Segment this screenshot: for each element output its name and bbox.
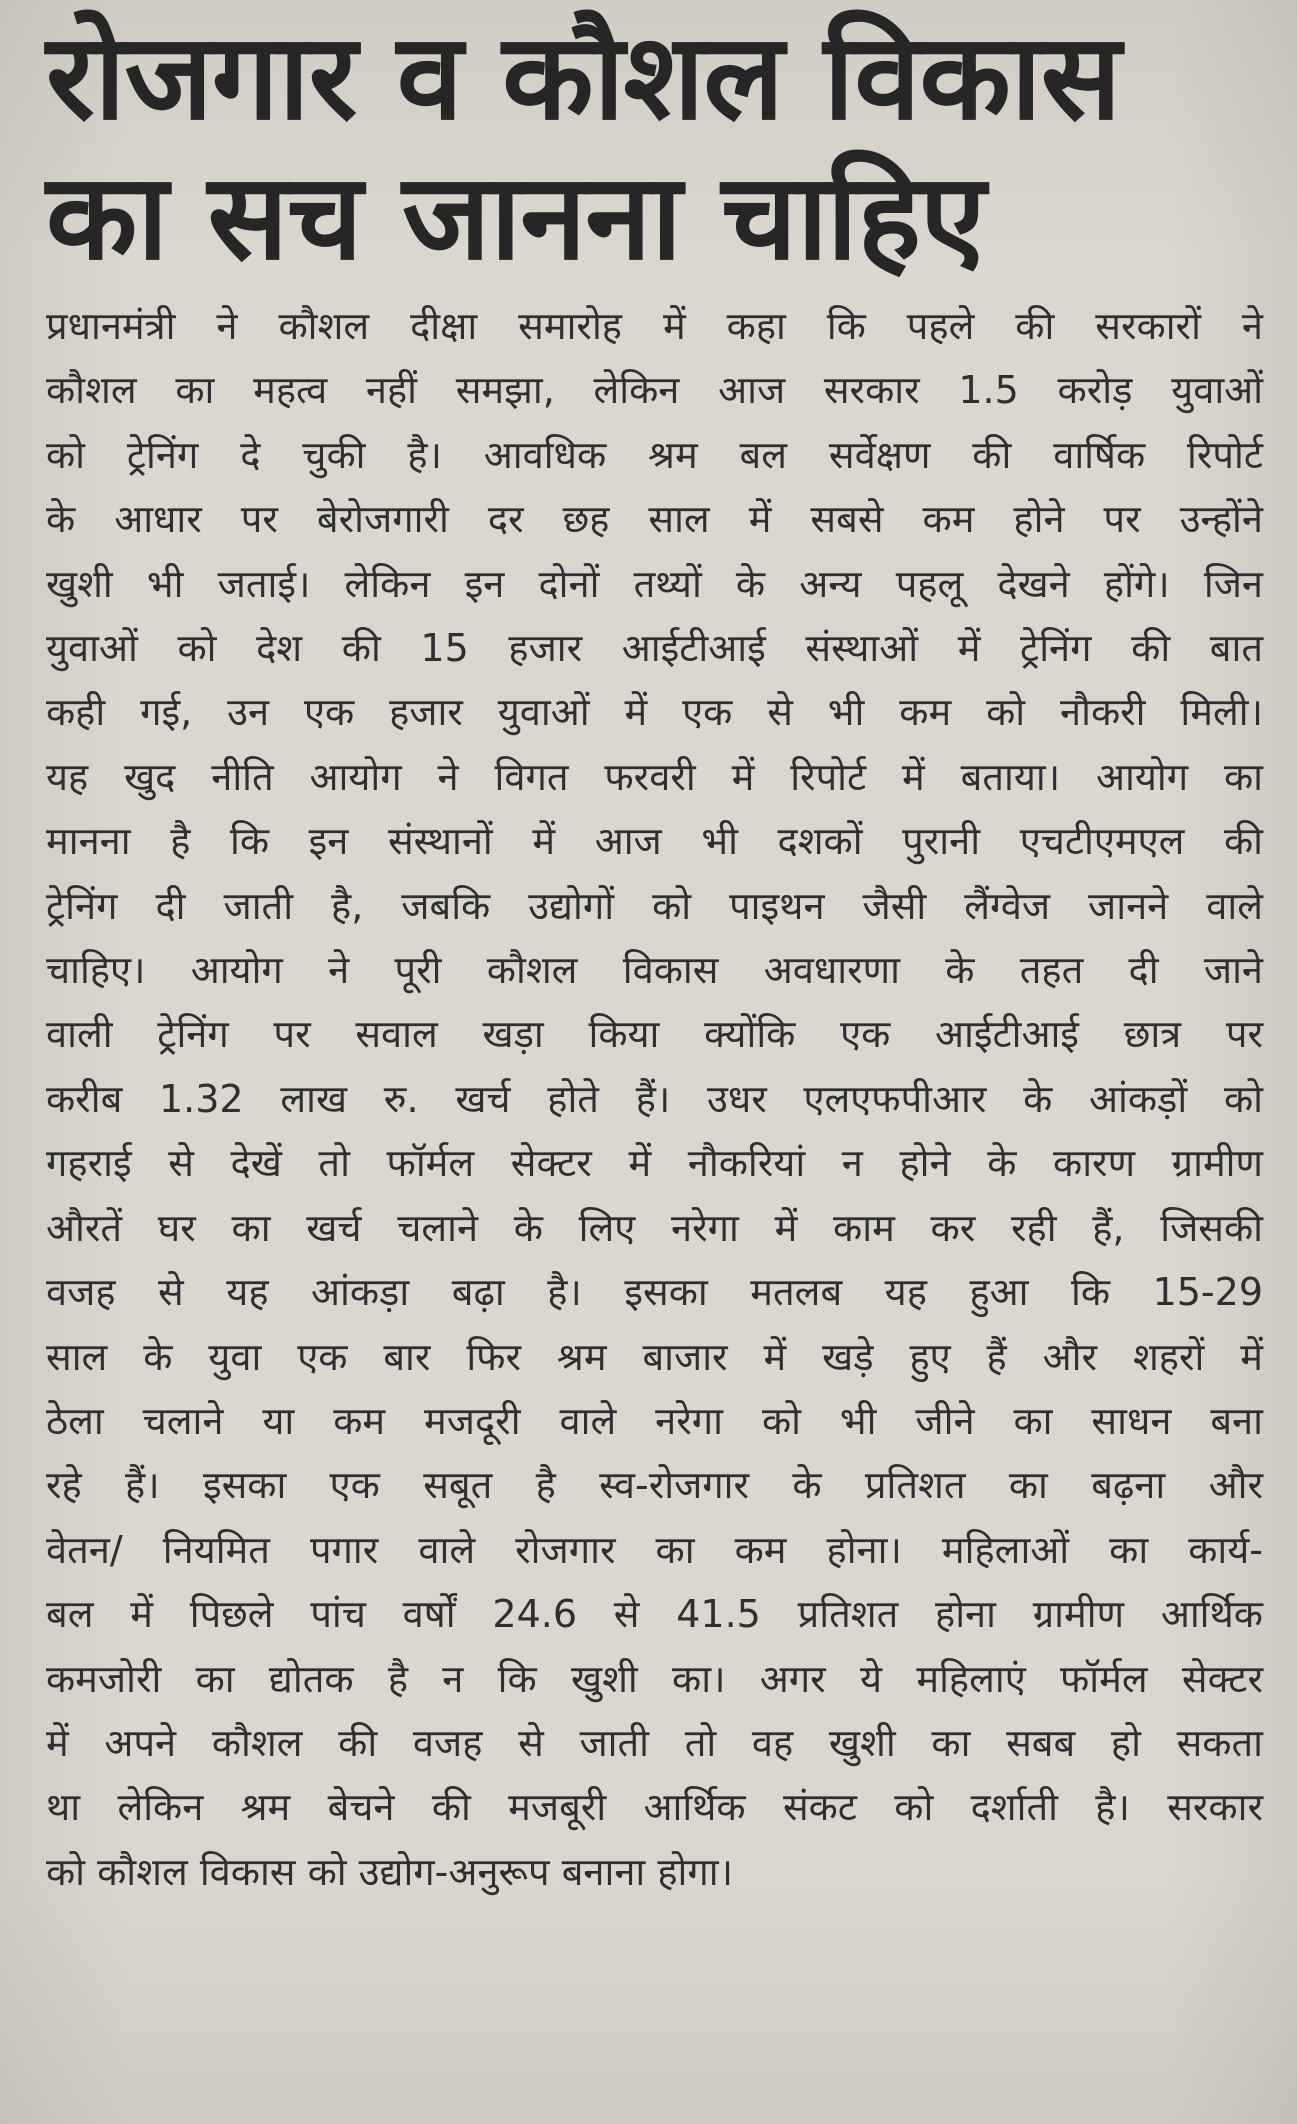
- body-line-3: को ट्रेनिंग दे चुकी है। आवधिक श्रम बल सर्वेक्षण की वार्षिक रिपोर्ट: [46, 432, 1263, 477]
- body-line-12: वाली ट्रेनिंग पर सवाल खड़ा किया क्योंकि एक आईटीआई छात्र पर: [46, 1012, 1263, 1057]
- body-line-20: वेतन/ नियमित पगार वाले रोजगार का कम होना। महिलाओं का कार्य-: [46, 1527, 1263, 1572]
- body-line-16: वजह से यह आंकड़ा बढ़ा है। इसका मतलब यह हुआ कि 15-29: [46, 1270, 1263, 1315]
- body-line-13: करीब 1.32 लाख रु. खर्च होते हैं। उधर एलएफपीआर के आंकड़ों को: [46, 1076, 1263, 1121]
- body-line-21: बल में पिछले पांच वर्षों 24.6 से 41.5 प्रतिशत होना ग्रामीण आर्थिक: [46, 1592, 1263, 1637]
- body-line-4: के आधार पर बेरोजगारी दर छह साल में सबसे कम होने पर उन्होंने: [46, 497, 1263, 542]
- body-line-15: औरतें घर का खर्च चलाने के लिए नरेगा में काम कर रही हैं, जिसकी: [46, 1205, 1263, 1250]
- article-body: [46, 294, 1263, 1904]
- body-line-24: था लेकिन श्रम बेचने की मजबूरी आर्थिक संकट को दर्शाती है। सरकार: [46, 1785, 1263, 1830]
- body-line-8: यह खुद नीति आयोग ने विगत फरवरी में रिपोर्ट में बताया। आयोग का: [46, 754, 1263, 799]
- body-line-5: खुशी भी जताई। लेकिन इन दोनों तथ्यों के अन्य पहलू देखने होंगे। जिन: [46, 561, 1263, 606]
- article-headline: [46, 8, 1263, 288]
- body-line-1: प्रधानमंत्री ने कौशल दीक्षा समारोह में कहा कि पहले की सरकारों ने: [46, 304, 1263, 348]
- body-line-23: में अपने कौशल की वजह से जाती तो वह खुशी का सबब हो सकता: [46, 1720, 1263, 1765]
- body-line-9: मानना है कि इन संस्थानों में आज भी दशकों पुरानी एचटीएमएल की: [46, 819, 1263, 864]
- body-line-22: कमजोरी का द्योतक है न कि खुशी का। अगर ये महिलाएं फॉर्मल सेक्टर: [46, 1656, 1263, 1701]
- body-line-18: ठेला चलाने या कम मजदूरी वाले नरेगा को भी जीने का साधन बना: [46, 1398, 1263, 1443]
- headline-line-2: का सच जानना चाहिए: [46, 149, 985, 287]
- body-line-2: कौशल का महत्व नहीं समझा, लेकिन आज सरकार 1.5 करोड़ युवाओं: [46, 368, 1263, 413]
- body-line-25: को कौशल विकास को उद्योग-अनुरूप बनाना होगा।: [46, 1849, 734, 1894]
- body-line-11: चाहिए। आयोग ने पूरी कौशल विकास अवधारणा के तहत दी जाने: [46, 948, 1263, 993]
- body-line-14: गहराई से देखें तो फॉर्मल सेक्टर में नौकरियां न होने के कारण ग्रामीण: [46, 1141, 1263, 1186]
- headline-line-1: रोजगार व कौशल विकास: [46, 9, 1121, 147]
- body-line-7: कही गई, उन एक हजार युवाओं में एक से भी कम को नौकरी मिली।: [46, 690, 1263, 735]
- body-line-6: युवाओं को देश की 15 हजार आईटीआई संस्थाओं में ट्रेनिंग की बात: [46, 626, 1263, 671]
- body-line-10: ट्रेनिंग दी जाती है, जबकि उद्योगों को पाइथन जैसी लैंग्वेज जानने वाले: [46, 883, 1263, 928]
- body-line-19: रहे हैं। इसका एक सबूत है स्व-रोजगार के प्रतिशत का बढ़ना और: [46, 1463, 1263, 1508]
- body-line-17: साल के युवा एक बार फिर श्रम बाजार में खड़े हुए हैं और शहरों में: [46, 1334, 1263, 1379]
